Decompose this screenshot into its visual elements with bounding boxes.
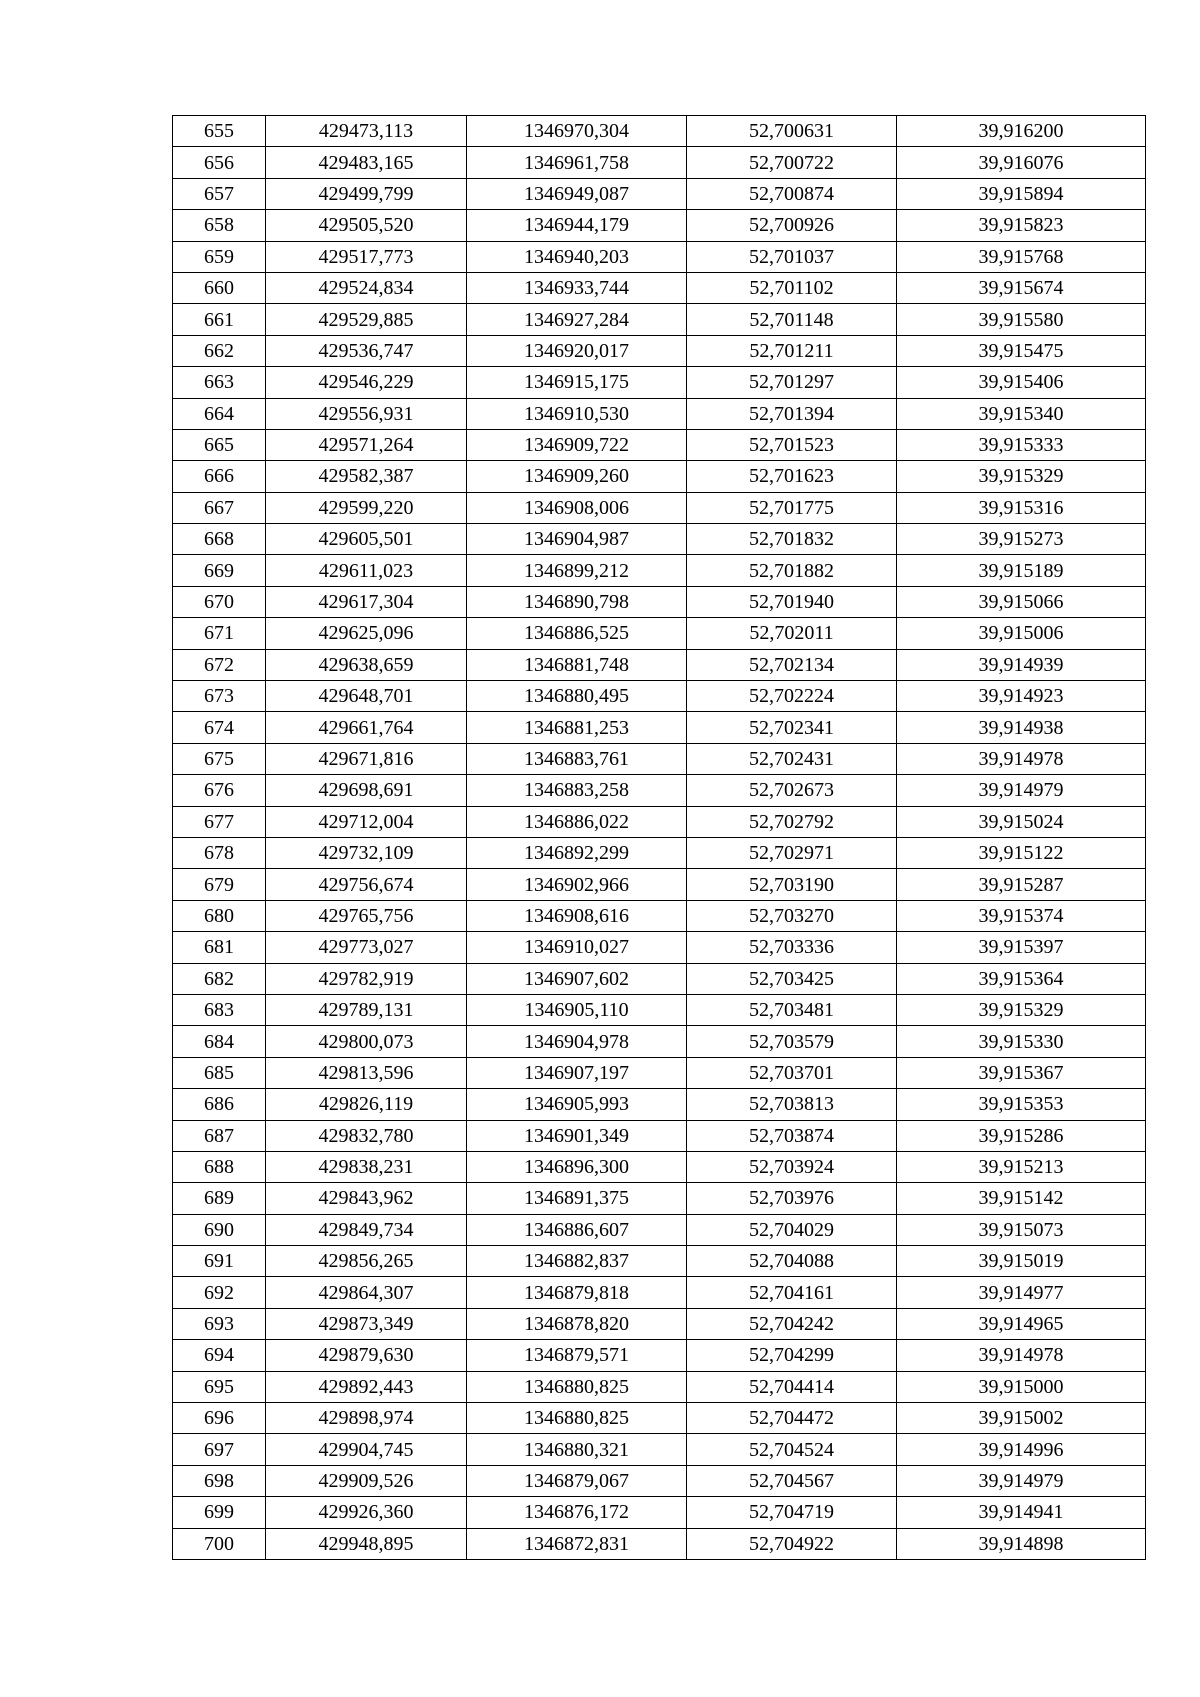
table-row (173, 1371, 1146, 1402)
x-coordinate-cell: 429556,931 (266, 398, 467, 429)
latitude-cell: 52,700631 (687, 116, 897, 147)
table-row (173, 272, 1146, 303)
table-row (173, 461, 1146, 492)
latitude-cell: 52,702431 (687, 743, 897, 774)
x-coordinate-cell: 429611,023 (266, 555, 467, 586)
point-number-cell: 690 (173, 1214, 266, 1245)
x-coordinate-cell: 429732,109 (266, 837, 467, 868)
latitude-cell: 52,703336 (687, 932, 897, 963)
x-coordinate-cell: 429765,756 (266, 900, 467, 931)
x-coordinate-cell: 429898,974 (266, 1403, 467, 1434)
x-coordinate-cell: 429524,834 (266, 272, 467, 303)
table-row (173, 994, 1146, 1025)
longitude-cell: 39,916076 (897, 147, 1146, 178)
y-coordinate-cell: 1346876,172 (467, 1497, 687, 1528)
longitude-cell: 39,915006 (897, 618, 1146, 649)
x-coordinate-cell: 429813,596 (266, 1057, 467, 1088)
y-coordinate-cell: 1346892,299 (467, 837, 687, 868)
table-row (173, 1277, 1146, 1308)
table-row (173, 492, 1146, 523)
latitude-cell: 52,703924 (687, 1151, 897, 1182)
point-number-cell: 695 (173, 1371, 266, 1402)
point-number-cell: 680 (173, 900, 266, 931)
y-coordinate-cell: 1346880,825 (467, 1403, 687, 1434)
point-number-cell: 673 (173, 681, 266, 712)
latitude-cell: 52,702134 (687, 649, 897, 680)
latitude-cell: 52,703813 (687, 1089, 897, 1120)
table-row (173, 1246, 1146, 1277)
table-row (173, 963, 1146, 994)
y-coordinate-cell: 1346882,837 (467, 1246, 687, 1277)
x-coordinate-cell: 429529,885 (266, 304, 467, 335)
y-coordinate-cell: 1346902,966 (467, 869, 687, 900)
table-row (173, 618, 1146, 649)
point-number-cell: 655 (173, 116, 266, 147)
latitude-cell: 52,704299 (687, 1340, 897, 1371)
point-number-cell: 668 (173, 524, 266, 555)
latitude-cell: 52,702011 (687, 618, 897, 649)
x-coordinate-cell: 429625,096 (266, 618, 467, 649)
point-number-cell: 679 (173, 869, 266, 900)
longitude-cell: 39,915066 (897, 586, 1146, 617)
y-coordinate-cell: 1346927,284 (467, 304, 687, 335)
x-coordinate-cell: 429909,526 (266, 1465, 467, 1496)
point-number-cell: 697 (173, 1434, 266, 1465)
longitude-cell: 39,914965 (897, 1308, 1146, 1339)
x-coordinate-cell: 429782,919 (266, 963, 467, 994)
latitude-cell: 52,703190 (687, 869, 897, 900)
longitude-cell: 39,915189 (897, 555, 1146, 586)
point-number-cell: 656 (173, 147, 266, 178)
coordinates-table-body (173, 116, 1146, 1560)
table-row (173, 869, 1146, 900)
table-row (173, 900, 1146, 931)
point-number-cell: 692 (173, 1277, 266, 1308)
table-row (173, 1151, 1146, 1182)
y-coordinate-cell: 1346908,006 (467, 492, 687, 523)
longitude-cell: 39,914923 (897, 681, 1146, 712)
latitude-cell: 52,701882 (687, 555, 897, 586)
table-row (173, 1528, 1146, 1559)
y-coordinate-cell: 1346879,571 (467, 1340, 687, 1371)
latitude-cell: 52,703874 (687, 1120, 897, 1151)
longitude-cell: 39,915122 (897, 837, 1146, 868)
point-number-cell: 683 (173, 994, 266, 1025)
table-row (173, 147, 1146, 178)
point-number-cell: 682 (173, 963, 266, 994)
y-coordinate-cell: 1346904,987 (467, 524, 687, 555)
longitude-cell: 39,915580 (897, 304, 1146, 335)
latitude-cell: 52,701775 (687, 492, 897, 523)
y-coordinate-cell: 1346881,748 (467, 649, 687, 680)
latitude-cell: 52,702224 (687, 681, 897, 712)
longitude-cell: 39,915000 (897, 1371, 1146, 1402)
x-coordinate-cell: 429617,304 (266, 586, 467, 617)
y-coordinate-cell: 1346878,820 (467, 1308, 687, 1339)
longitude-cell: 39,915002 (897, 1403, 1146, 1434)
longitude-cell: 39,915768 (897, 241, 1146, 272)
y-coordinate-cell: 1346880,825 (467, 1371, 687, 1402)
y-coordinate-cell: 1346905,993 (467, 1089, 687, 1120)
longitude-cell: 39,915364 (897, 963, 1146, 994)
point-number-cell: 661 (173, 304, 266, 335)
longitude-cell: 39,915073 (897, 1214, 1146, 1245)
longitude-cell: 39,915273 (897, 524, 1146, 555)
point-number-cell: 678 (173, 837, 266, 868)
table-row (173, 1308, 1146, 1339)
point-number-cell: 689 (173, 1183, 266, 1214)
longitude-cell: 39,915823 (897, 210, 1146, 241)
point-number-cell: 691 (173, 1246, 266, 1277)
y-coordinate-cell: 1346883,761 (467, 743, 687, 774)
point-number-cell: 670 (173, 586, 266, 617)
x-coordinate-cell: 429838,231 (266, 1151, 467, 1182)
x-coordinate-cell: 429605,501 (266, 524, 467, 555)
latitude-cell: 52,701394 (687, 398, 897, 429)
longitude-cell: 39,915329 (897, 461, 1146, 492)
x-coordinate-cell: 429712,004 (266, 806, 467, 837)
y-coordinate-cell: 1346886,607 (467, 1214, 687, 1245)
point-number-cell: 667 (173, 492, 266, 523)
longitude-cell: 39,914978 (897, 743, 1146, 774)
table-row (173, 524, 1146, 555)
x-coordinate-cell: 429926,360 (266, 1497, 467, 1528)
point-number-cell: 696 (173, 1403, 266, 1434)
table-row (173, 335, 1146, 366)
y-coordinate-cell: 1346880,495 (467, 681, 687, 712)
table-row (173, 775, 1146, 806)
latitude-cell: 52,702971 (687, 837, 897, 868)
x-coordinate-cell: 429661,764 (266, 712, 467, 743)
longitude-cell: 39,915367 (897, 1057, 1146, 1088)
latitude-cell: 52,703976 (687, 1183, 897, 1214)
y-coordinate-cell: 1346907,602 (467, 963, 687, 994)
point-number-cell: 694 (173, 1340, 266, 1371)
latitude-cell: 52,701940 (687, 586, 897, 617)
point-number-cell: 699 (173, 1497, 266, 1528)
x-coordinate-cell: 429873,349 (266, 1308, 467, 1339)
point-number-cell: 686 (173, 1089, 266, 1120)
point-number-cell: 676 (173, 775, 266, 806)
table-row (173, 1214, 1146, 1245)
x-coordinate-cell: 429892,443 (266, 1371, 467, 1402)
point-number-cell: 666 (173, 461, 266, 492)
longitude-cell: 39,915340 (897, 398, 1146, 429)
latitude-cell: 52,701832 (687, 524, 897, 555)
point-number-cell: 685 (173, 1057, 266, 1088)
longitude-cell: 39,914898 (897, 1528, 1146, 1559)
latitude-cell: 52,703701 (687, 1057, 897, 1088)
x-coordinate-cell: 429948,895 (266, 1528, 467, 1559)
y-coordinate-cell: 1346890,798 (467, 586, 687, 617)
longitude-cell: 39,914941 (897, 1497, 1146, 1528)
latitude-cell: 52,704524 (687, 1434, 897, 1465)
x-coordinate-cell: 429582,387 (266, 461, 467, 492)
point-number-cell: 675 (173, 743, 266, 774)
y-coordinate-cell: 1346909,260 (467, 461, 687, 492)
y-coordinate-cell: 1346872,831 (467, 1528, 687, 1559)
table-row (173, 1403, 1146, 1434)
table-row (173, 712, 1146, 743)
x-coordinate-cell: 429571,264 (266, 429, 467, 460)
latitude-cell: 52,704719 (687, 1497, 897, 1528)
y-coordinate-cell: 1346908,616 (467, 900, 687, 931)
latitude-cell: 52,701148 (687, 304, 897, 335)
y-coordinate-cell: 1346879,818 (467, 1277, 687, 1308)
x-coordinate-cell: 429843,962 (266, 1183, 467, 1214)
y-coordinate-cell: 1346944,179 (467, 210, 687, 241)
y-coordinate-cell: 1346970,304 (467, 116, 687, 147)
table-row (173, 932, 1146, 963)
latitude-cell: 52,702673 (687, 775, 897, 806)
latitude-cell: 52,701102 (687, 272, 897, 303)
x-coordinate-cell: 429800,073 (266, 1026, 467, 1057)
latitude-cell: 52,700926 (687, 210, 897, 241)
latitude-cell: 52,703425 (687, 963, 897, 994)
point-number-cell: 674 (173, 712, 266, 743)
latitude-cell: 52,704161 (687, 1277, 897, 1308)
x-coordinate-cell: 429832,780 (266, 1120, 467, 1151)
point-number-cell: 688 (173, 1151, 266, 1182)
x-coordinate-cell: 429879,630 (266, 1340, 467, 1371)
point-number-cell: 671 (173, 618, 266, 649)
y-coordinate-cell: 1346904,978 (467, 1026, 687, 1057)
longitude-cell: 39,914979 (897, 775, 1146, 806)
x-coordinate-cell: 429517,773 (266, 241, 467, 272)
latitude-cell: 52,702341 (687, 712, 897, 743)
y-coordinate-cell: 1346949,087 (467, 178, 687, 209)
y-coordinate-cell: 1346915,175 (467, 367, 687, 398)
y-coordinate-cell: 1346886,022 (467, 806, 687, 837)
y-coordinate-cell: 1346899,212 (467, 555, 687, 586)
table-row (173, 304, 1146, 335)
y-coordinate-cell: 1346886,525 (467, 618, 687, 649)
point-number-cell: 693 (173, 1308, 266, 1339)
table-row (173, 1026, 1146, 1057)
point-number-cell: 665 (173, 429, 266, 460)
y-coordinate-cell: 1346881,253 (467, 712, 687, 743)
latitude-cell: 52,703270 (687, 900, 897, 931)
latitude-cell: 52,704088 (687, 1246, 897, 1277)
latitude-cell: 52,701623 (687, 461, 897, 492)
point-number-cell: 664 (173, 398, 266, 429)
point-number-cell: 658 (173, 210, 266, 241)
x-coordinate-cell: 429499,799 (266, 178, 467, 209)
latitude-cell: 52,704922 (687, 1528, 897, 1559)
longitude-cell: 39,915287 (897, 869, 1146, 900)
longitude-cell: 39,915024 (897, 806, 1146, 837)
x-coordinate-cell: 429546,229 (266, 367, 467, 398)
latitude-cell: 52,701211 (687, 335, 897, 366)
point-number-cell: 659 (173, 241, 266, 272)
table-row (173, 178, 1146, 209)
table-row (173, 1120, 1146, 1151)
x-coordinate-cell: 429826,119 (266, 1089, 467, 1120)
x-coordinate-cell: 429789,131 (266, 994, 467, 1025)
point-number-cell: 662 (173, 335, 266, 366)
x-coordinate-cell: 429536,747 (266, 335, 467, 366)
point-number-cell: 672 (173, 649, 266, 680)
table-row (173, 1497, 1146, 1528)
table-row (173, 367, 1146, 398)
point-number-cell: 669 (173, 555, 266, 586)
x-coordinate-cell: 429849,734 (266, 1214, 467, 1245)
table-row (173, 555, 1146, 586)
table-row (173, 1089, 1146, 1120)
x-coordinate-cell: 429698,691 (266, 775, 467, 806)
table-row (173, 837, 1146, 868)
point-number-cell: 687 (173, 1120, 266, 1151)
longitude-cell: 39,915397 (897, 932, 1146, 963)
y-coordinate-cell: 1346910,027 (467, 932, 687, 963)
longitude-cell: 39,916200 (897, 116, 1146, 147)
longitude-cell: 39,915142 (897, 1183, 1146, 1214)
longitude-cell: 39,914978 (897, 1340, 1146, 1371)
x-coordinate-cell: 429904,745 (266, 1434, 467, 1465)
longitude-cell: 39,915353 (897, 1089, 1146, 1120)
longitude-cell: 39,915213 (897, 1151, 1146, 1182)
longitude-cell: 39,915475 (897, 335, 1146, 366)
point-number-cell: 660 (173, 272, 266, 303)
x-coordinate-cell: 429864,307 (266, 1277, 467, 1308)
longitude-cell: 39,914939 (897, 649, 1146, 680)
longitude-cell: 39,915330 (897, 1026, 1146, 1057)
table-row (173, 398, 1146, 429)
table-row (173, 1057, 1146, 1088)
latitude-cell: 52,704414 (687, 1371, 897, 1402)
y-coordinate-cell: 1346905,110 (467, 994, 687, 1025)
longitude-cell: 39,915333 (897, 429, 1146, 460)
latitude-cell: 52,701523 (687, 429, 897, 460)
x-coordinate-cell: 429638,659 (266, 649, 467, 680)
y-coordinate-cell: 1346883,258 (467, 775, 687, 806)
table-row (173, 429, 1146, 460)
table-row (173, 1340, 1146, 1371)
x-coordinate-cell: 429856,265 (266, 1246, 467, 1277)
latitude-cell: 52,704029 (687, 1214, 897, 1245)
y-coordinate-cell: 1346907,197 (467, 1057, 687, 1088)
point-number-cell: 700 (173, 1528, 266, 1559)
y-coordinate-cell: 1346940,203 (467, 241, 687, 272)
coordinates-table (172, 115, 1146, 1560)
table-row (173, 1465, 1146, 1496)
longitude-cell: 39,915374 (897, 900, 1146, 931)
x-coordinate-cell: 429773,027 (266, 932, 467, 963)
latitude-cell: 52,704242 (687, 1308, 897, 1339)
table-row (173, 681, 1146, 712)
longitude-cell: 39,914979 (897, 1465, 1146, 1496)
longitude-cell: 39,915329 (897, 994, 1146, 1025)
y-coordinate-cell: 1346901,349 (467, 1120, 687, 1151)
latitude-cell: 52,701297 (687, 367, 897, 398)
longitude-cell: 39,914996 (897, 1434, 1146, 1465)
table-row (173, 1434, 1146, 1465)
x-coordinate-cell: 429599,220 (266, 492, 467, 523)
table-row (173, 116, 1146, 147)
point-number-cell: 657 (173, 178, 266, 209)
latitude-cell: 52,704567 (687, 1465, 897, 1496)
table-row (173, 586, 1146, 617)
longitude-cell: 39,915894 (897, 178, 1146, 209)
table-row (173, 806, 1146, 837)
latitude-cell: 52,702792 (687, 806, 897, 837)
table-row (173, 210, 1146, 241)
longitude-cell: 39,915406 (897, 367, 1146, 398)
y-coordinate-cell: 1346920,017 (467, 335, 687, 366)
x-coordinate-cell: 429756,674 (266, 869, 467, 900)
point-number-cell: 684 (173, 1026, 266, 1057)
latitude-cell: 52,700874 (687, 178, 897, 209)
table-row (173, 649, 1146, 680)
longitude-cell: 39,914938 (897, 712, 1146, 743)
latitude-cell: 52,700722 (687, 147, 897, 178)
point-number-cell: 681 (173, 932, 266, 963)
x-coordinate-cell: 429483,165 (266, 147, 467, 178)
x-coordinate-cell: 429505,520 (266, 210, 467, 241)
longitude-cell: 39,915674 (897, 272, 1146, 303)
x-coordinate-cell: 429473,113 (266, 116, 467, 147)
y-coordinate-cell: 1346909,722 (467, 429, 687, 460)
longitude-cell: 39,915286 (897, 1120, 1146, 1151)
y-coordinate-cell: 1346933,744 (467, 272, 687, 303)
latitude-cell: 52,701037 (687, 241, 897, 272)
longitude-cell: 39,915019 (897, 1246, 1146, 1277)
y-coordinate-cell: 1346880,321 (467, 1434, 687, 1465)
table-row (173, 743, 1146, 774)
y-coordinate-cell: 1346891,375 (467, 1183, 687, 1214)
y-coordinate-cell: 1346961,758 (467, 147, 687, 178)
y-coordinate-cell: 1346910,530 (467, 398, 687, 429)
y-coordinate-cell: 1346896,300 (467, 1151, 687, 1182)
point-number-cell: 698 (173, 1465, 266, 1496)
x-coordinate-cell: 429648,701 (266, 681, 467, 712)
latitude-cell: 52,704472 (687, 1403, 897, 1434)
point-number-cell: 663 (173, 367, 266, 398)
latitude-cell: 52,703579 (687, 1026, 897, 1057)
table-row (173, 241, 1146, 272)
y-coordinate-cell: 1346879,067 (467, 1465, 687, 1496)
longitude-cell: 39,914977 (897, 1277, 1146, 1308)
latitude-cell: 52,703481 (687, 994, 897, 1025)
x-coordinate-cell: 429671,816 (266, 743, 467, 774)
table-row (173, 1183, 1146, 1214)
point-number-cell: 677 (173, 806, 266, 837)
longitude-cell: 39,915316 (897, 492, 1146, 523)
